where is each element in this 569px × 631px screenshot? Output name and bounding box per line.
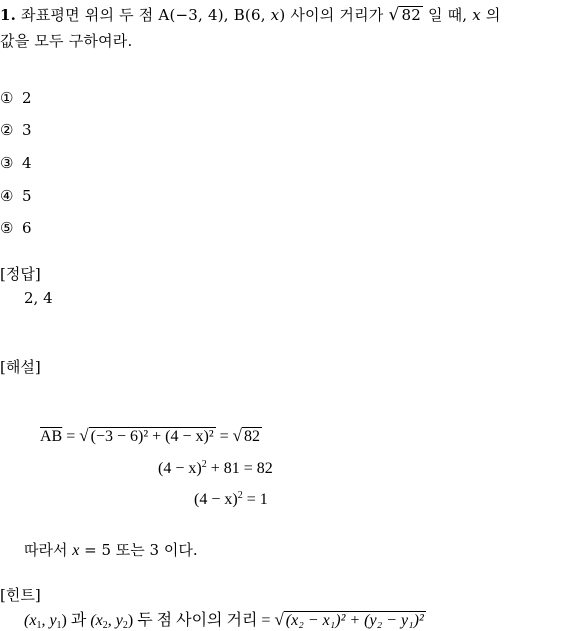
option-mark: ⑤ [0,219,14,237]
hint-text: ($x_1$, $y_1$) 과 ($x_2$, $y_2$) 두 점 사이의 거리 = √ (x₂ − x₁)² + (y₂ − y₁)² [24,610,424,631]
var-x: x [270,6,280,24]
conclusion-text: = 5 또는 3 이다. [79,541,198,559]
conclusion-text: 따라서 [24,541,73,559]
equals-sign: = [62,428,80,445]
option-4[interactable] [0,187,32,205]
question-text-part: 좌표평면 위의 두 점 A(−3, 4), B(6, [21,6,271,24]
sqrt-distance: √ (−3 − 6)² + (4 − x)² [79,426,214,445]
hint-point-2: (x [90,612,103,629]
option-mark: ② [0,121,14,139]
hint-point-1: ) [61,612,67,629]
hint-point-2: ) [127,612,134,629]
option-3[interactable] [0,154,32,172]
question-text-part: 일 때, [422,6,473,24]
answer-value: 2, 4 [24,289,53,307]
question-text-part: ) 사이의 거리가 [279,6,389,24]
equation-term: (4 − x) [158,460,202,477]
explanation-equation-3: $(4 - x)^2 = 1$ [194,490,268,508]
question-number: 1. [0,6,17,24]
explanation-conclusion [24,539,198,560]
question-text-part: 의 [480,6,501,24]
option-mark: ④ [0,187,14,205]
option-value: 3 [22,121,32,139]
explanation-equation-2: $(4 - x)^2 + 81 = 82$ [158,459,273,477]
option-value: 4 [22,154,32,172]
hint-point-2: , y [107,612,123,629]
hint-point-1: , y [41,612,57,629]
equals-sign: = [215,428,233,445]
option-2[interactable] [0,121,32,139]
question-line-2: 값을 모두 구하여라. [0,32,133,50]
sqrt-82: √ 82 [388,5,421,25]
hint-label: [힌트] [0,586,41,604]
sqrt-82: √ 82 [232,426,260,445]
sqrt-distance-formula: √ (x₂ − x₁)² + (y₂ − y₁)² [274,610,424,629]
equation-term: + 81 = 82 [206,460,273,477]
option-mark: ① [0,89,14,107]
var-x: x [72,542,80,559]
option-mark: ③ [0,154,14,172]
equation-term: (4 − x) [194,491,238,508]
question-line-1 [0,4,501,25]
hint-description: 두 점 사이의 거리 = [133,612,275,629]
var-x: x [472,6,481,24]
option-1[interactable] [0,89,32,107]
option-value: 2 [22,89,32,107]
segment-ab: $\overline{AB}$ [40,428,63,445]
explanation-label: [해설] [0,358,41,376]
option-value: 6 [22,219,32,237]
option-5[interactable] [0,219,32,237]
hint-connector: 과 [66,612,91,629]
equation-term: = 1 [242,491,268,508]
hint-point-1: (x [24,612,37,629]
option-value: 5 [22,187,32,205]
answer-label: [정답] [0,265,41,283]
explanation-equation-1 [40,426,262,446]
